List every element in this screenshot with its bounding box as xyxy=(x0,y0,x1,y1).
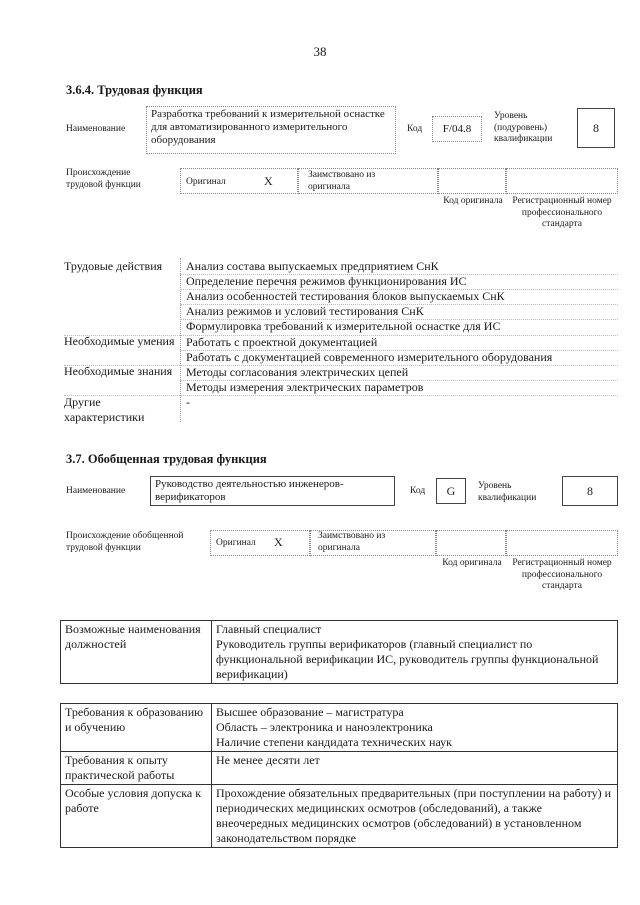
function-name-value: Разработка требований к измерительной оснастке для автоматизированного измерительного оборудования xyxy=(151,108,385,146)
other-label: Другие характеристики xyxy=(64,395,145,424)
code-label: Код xyxy=(407,124,423,134)
reg-number-box xyxy=(506,168,618,194)
exp-label: Требования к опыту практической работы xyxy=(61,752,212,785)
origin-label: Происхождение трудовой функции xyxy=(66,168,141,190)
skills-label: Необходимые умения xyxy=(64,334,175,348)
function-name-box xyxy=(146,106,396,154)
page-number: 38 xyxy=(313,44,327,59)
borrowed-label: Заимствовано из оригинала xyxy=(308,170,376,192)
section-title-3-6-4: 3.6.4. Трудовая функция xyxy=(66,83,203,97)
name-label: Наименование xyxy=(66,486,126,496)
code-value: F/04.8 xyxy=(442,122,472,135)
action-item: Анализ режимов и условий тестирования СнК xyxy=(186,304,424,318)
code-label: Код xyxy=(410,486,426,496)
actions-label: Трудовые действия xyxy=(64,259,163,273)
table-row xyxy=(61,704,618,752)
original-label: Оригинал xyxy=(216,538,256,548)
section-title-3-7: 3.7. Обобщенная трудовая функция xyxy=(66,452,267,466)
code-box xyxy=(432,116,482,142)
reg-number-label: Регистрационный номер профессионального стандарта xyxy=(512,196,612,229)
knowledge-label: Необходимые знания xyxy=(64,364,173,378)
borrowed-label: Заимствовано из оригинала xyxy=(318,531,386,553)
special-label: Особые условия допуска к работе xyxy=(61,785,212,848)
original-mark: X xyxy=(274,535,283,549)
table-row xyxy=(61,621,618,684)
other-value: - xyxy=(186,395,190,409)
reg-number-label: Регистрационный номер профессионального стандарта xyxy=(512,558,612,591)
knowledge-item: Методы согласования электрических цепей xyxy=(186,365,409,379)
action-item: Анализ состава выпускаемых предприятием СнК xyxy=(186,259,439,273)
positions-label: Возможные наименования должностей xyxy=(61,621,212,684)
column-divider xyxy=(180,258,181,422)
function-name-box xyxy=(150,476,395,506)
positions-table xyxy=(60,620,618,684)
edu-label: Требования к образованию и обучению xyxy=(61,704,212,752)
requirements-table xyxy=(60,703,618,848)
skill-item: Работать с документацией современного измерительного оборудования xyxy=(186,350,553,364)
position-item: Руководитель группы верификаторов (главный специалист по функциональной верификации ИС, руководитель группы функциональной верификации) xyxy=(216,637,599,681)
level-label: Уровень (подуровень) квалификации xyxy=(494,111,553,144)
knowledge-item: Методы измерения электрических параметров xyxy=(186,380,424,394)
origin-label: Происхождение обобщенной трудовой функции xyxy=(66,531,184,553)
code-origin-label: Код оригинала xyxy=(442,558,502,568)
level-box xyxy=(562,476,618,506)
original-mark: X xyxy=(264,174,273,188)
level-value: 8 xyxy=(593,120,599,135)
special-value: Прохождение обязательных предварительных (при поступлении на работу) и периодических медицинских осмотров (обследований), а также внеочередных медицинских осмотров (обследований) в установленном законодательством порядке xyxy=(212,785,618,848)
table-row xyxy=(61,752,618,785)
level-box xyxy=(577,108,615,148)
function-name-value: Руководство деятельностью инженеров-верификаторов xyxy=(155,478,344,503)
code-value: G xyxy=(446,483,456,498)
exp-value: Не менее десяти лет xyxy=(212,752,618,785)
code-origin-box xyxy=(436,530,506,556)
edu-item: Высшее образование – магистратура xyxy=(216,705,404,719)
skill-item: Работать с проектной документацией xyxy=(186,335,378,349)
name-label: Наименование xyxy=(66,124,126,134)
table-row xyxy=(61,785,618,848)
edu-item: Наличие степени кандидата технических наук xyxy=(216,735,453,749)
action-item: Формулировка требований к измерительной оснастке для ИС xyxy=(186,319,501,333)
edu-item: Область – электроника и наноэлектроника xyxy=(216,720,433,734)
reg-number-box xyxy=(506,530,618,556)
edu-cell xyxy=(212,704,618,752)
code-origin-box xyxy=(438,168,506,194)
code-origin-label: Код оригинала xyxy=(443,196,503,206)
action-item: Определение перечня режимов функционирования ИС xyxy=(186,274,467,288)
level-label: Уровень квалификации xyxy=(478,481,537,503)
level-value: 8 xyxy=(587,483,593,498)
code-box xyxy=(436,478,466,504)
positions-cell xyxy=(212,621,618,684)
action-item: Анализ особенностей тестирования блоков выпускаемых СнК xyxy=(186,289,505,303)
labor-function-details xyxy=(64,258,618,422)
original-label: Оригинал xyxy=(186,177,226,187)
position-item: Главный специалист xyxy=(216,622,322,636)
